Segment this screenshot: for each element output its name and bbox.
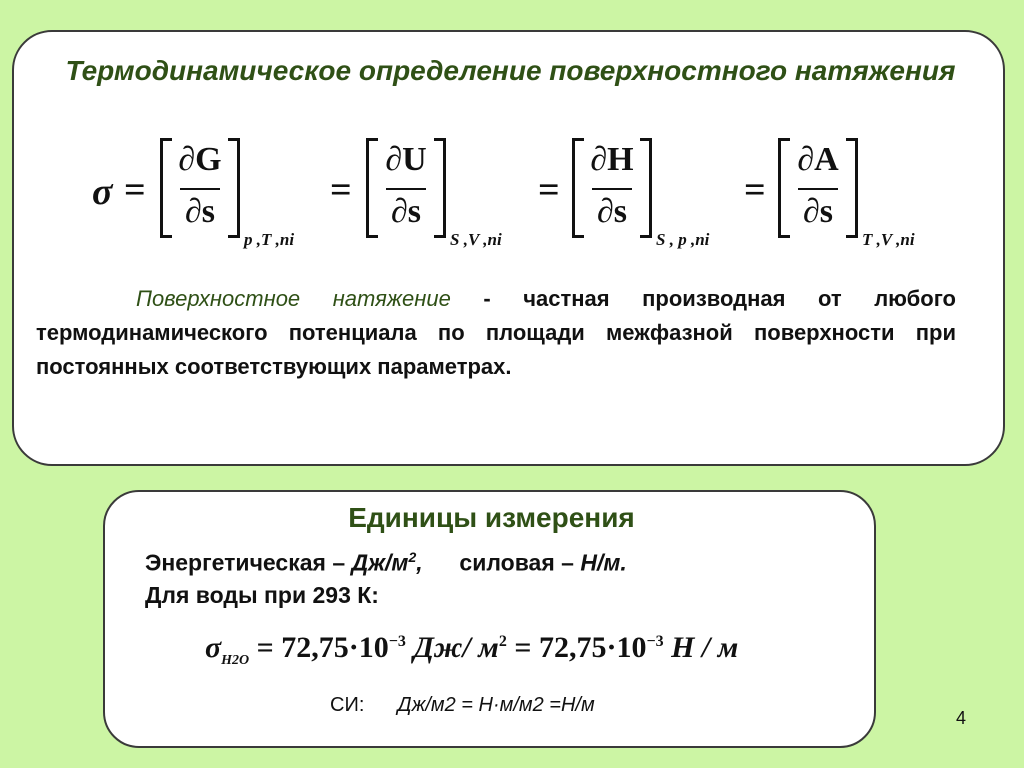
units-panel [103,490,876,748]
formula-sigma: σ [205,631,222,664]
force-unit: Н/м. [580,549,627,576]
definition-text [36,282,956,384]
denominator-s: s [819,193,834,230]
formula-unit-1-exponent: 2 [498,633,507,650]
si-label: СИ: [330,694,365,716]
denominator-s: s [407,193,422,230]
water-line: Для воды при 293 К: [145,582,379,608]
formula-value-2: = 72,75·10 [514,631,647,664]
page-number: 4 [955,708,966,728]
force-label: силовая – [459,549,574,576]
numerator-a: A [814,141,839,178]
partial-symbol: ∂ [590,141,608,178]
partial-derivative-g [160,138,240,238]
definition-body: - частная производная от любого термодинамического потенциала по площади межфазной поверхности при постоянных соответствующих параметрах. [36,286,957,379]
formula-unit-2: Н / м [671,631,739,664]
equals-sign: = [124,169,146,211]
subscript-h: S , p ,ni [656,230,710,249]
subscript-g: p ,T ,ni [244,230,295,249]
numerator-h: H [607,141,634,178]
definition-term: Поверхностное натяжение [136,286,451,311]
equals-sign: = [538,169,560,211]
partial-symbol: ∂ [385,141,403,178]
equals-sign: = [744,169,766,211]
equals-sign: = [330,169,352,211]
energy-label: Энергетическая – [145,549,346,576]
partial-symbol: ∂ [184,193,202,230]
partial-derivative-u [366,138,446,238]
surface-tension-equation [82,128,942,248]
partial-symbol: ∂ [390,193,408,230]
definition-panel [12,30,1005,466]
formula-exponent-1: −3 [388,633,406,650]
partial-symbol: ∂ [797,141,815,178]
energy-unit-exponent: 2 [408,549,417,565]
numerator-g: G [195,141,222,178]
slide-title: Термодинамическое определение поверхностного натяжения [65,55,956,86]
water-surface-tension-formula [205,622,825,672]
formula-value-1: = 72,75·10 [256,631,389,664]
si-units-line [330,692,595,718]
partial-derivative-h [572,138,652,238]
partial-symbol: ∂ [802,193,820,230]
formula-subscript: H2O [221,653,250,668]
formula-unit-1: Дж/ м [413,631,499,664]
subscript-a: T ,V ,ni [862,230,915,249]
numerator-u: U [402,141,427,178]
units-heading: Единицы измерения [348,502,635,533]
subscript-u: S ,V ,ni [450,230,502,249]
sigma-symbol: σ [92,171,113,213]
si-conversion: Дж/м2 = Н·м/м2 =Н/м [397,694,595,716]
units-line: Энергетическая – $Дж/м^2$, силовая – Н/м. [145,549,627,576]
energy-unit: Дж/м [351,549,409,576]
formula-exponent-2: −3 [646,633,664,650]
partial-symbol: ∂ [178,141,196,178]
denominator-s: s [613,193,628,230]
partial-symbol: ∂ [596,193,614,230]
partial-derivative-a [778,138,858,238]
denominator-s: s [201,193,216,230]
